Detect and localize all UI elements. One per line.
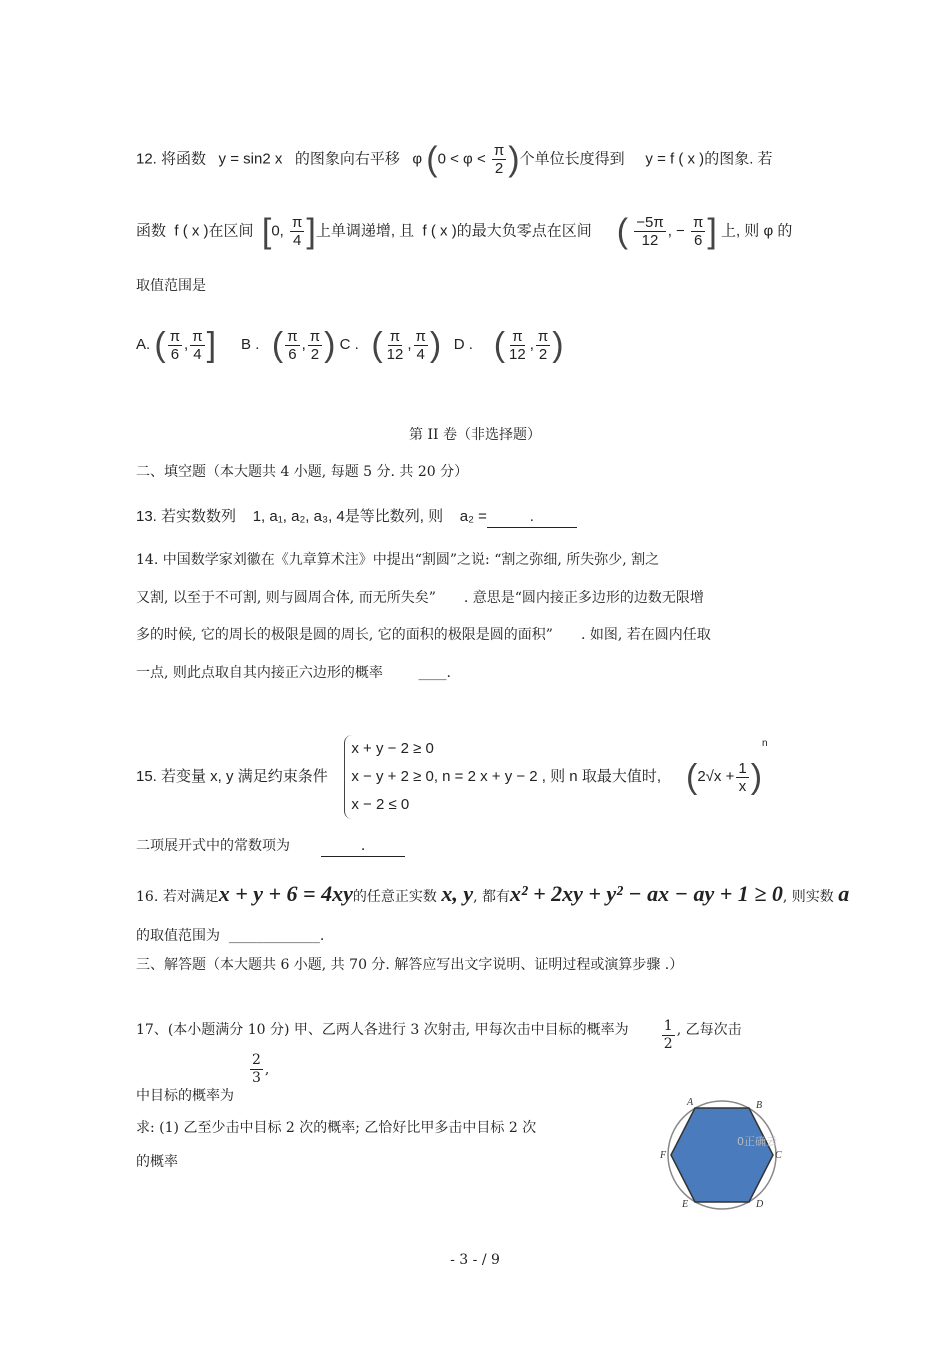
constraint-system: x + y − 2 ≥ 0 x − y + 2 ≥ 0 x − 2 ≤ 0 [344, 735, 433, 819]
q12-line3: 取值范围是 [136, 278, 206, 294]
q13-answer-blank[interactable]: . [487, 507, 577, 528]
q17-line2: 中目标的概率为 [136, 1088, 234, 1104]
q17-fraction-2-3: $\frac{2}{3}$ , [252, 1052, 270, 1086]
hexagon-figure [655, 1095, 795, 1215]
q17-line1: 17、(本小题满分 10 分) 甲、乙两人各进行 3 次射击, 甲每次击中目标的概率为 $\frac{1}{2}$ , 乙每次击 [136, 1018, 742, 1052]
label-a: A [687, 1097, 694, 1108]
label-b: B [756, 1100, 763, 1111]
watermark-text: 0正确云 [737, 1135, 777, 1148]
inscribed-hexagon [671, 1108, 773, 1202]
label-c: C [775, 1150, 782, 1161]
q14-line4: 一点, 则此点取自其内接正六边形的概率 ____. [136, 665, 451, 681]
q14-line2: 又割, 以至于不可割, 则与圆周合体, 而无所失矣” . 意思是“圆内接正多边形的边数无限增 [136, 590, 704, 606]
q15-line2: 二项展开式中的常数项为 . [136, 836, 405, 857]
q16-line2: 的取值范围为 _____________. [136, 928, 325, 944]
q15-answer-blank[interactable]: . [321, 836, 405, 857]
option-c: C . ( $\frac{\pi}{12}$ , $\frac{\pi}{4}$ ) [339, 326, 442, 365]
option-d: D . ( $\frac{\pi}{12}$ , $\frac{\pi}{2}$ ) [453, 326, 564, 365]
q12-line2: 函数 f ( x )在区间 [0, $\frac{\pi}{4}$ ]上单调递增, 且 f ( x )的最大负零点在区间 ( $\frac{-5\pi}{12}$ , − $\frac{\pi}{6}$ ] 上, 则 φ 的 [136, 212, 793, 251]
page-number: - 3 - / 9 [450, 1252, 500, 1268]
option-a: A. ( $\frac{\pi}{6}$ , $\frac{\pi}{4}$ ] [136, 326, 217, 365]
option-b: B . ( $\frac{\pi}{6}$ , $\frac{\pi}{2}$ ) [241, 326, 336, 365]
q14-line1: 14. 中国数学家刘徽在《九章算术注》中提出“割圆”之说: “割之弥细, 所失弥少, 割之 [136, 552, 660, 568]
q15-line1: 15. 若变量 x, y 满足约束条件 x + y − 2 ≥ 0 x − y + 2 ≥ 0 x − 2 ≤ 0 , n = 2 x + y − 2 , 则 n 取最大值时, ( 2√x + $\frac{1}{x}$ ) n [136, 734, 768, 820]
q16-line1: 16. 若对满足x + y + 6 = 4xy的任意正实数 x, y, 都有x² + 2xy + y² − ax − ay + 1 ≥ 0, 则实数 a [136, 881, 850, 906]
q13: 13. 若实数数列 1, a₁, a₂, a₃, 4是等比数列, 则 a₂ = . [136, 507, 577, 528]
q16-answer-blank[interactable]: _____________. [228, 928, 325, 944]
q12-line1: 12. 将函数 y = sin2 x 的图象向右平移 φ (0 < φ < $\frac{\pi}{2}$ )个单位长度得到 y = f ( x )的图象. 若 [136, 140, 773, 179]
fill-heading: 二、填空题（本大题共 4 小题, 每题 5 分. 共 20 分） [136, 464, 469, 480]
label-e: E [682, 1199, 689, 1210]
section2-title: 第 II 卷（非选择题） [409, 427, 541, 443]
solve-heading: 三、解答题（本大题共 6 小题, 共 70 分. 解答应写出文字说明、证明过程或演算步骤 .） [136, 957, 684, 973]
q14-answer-blank[interactable]: ____. [418, 665, 451, 681]
q17-line4: 的概率 [136, 1154, 178, 1170]
q12-options [136, 328, 564, 363]
q14-line3: 多的时候, 它的周长的极限是圆的周长, 它的面积的极限是圆的面积” . 如图, 若在圆内任取 [136, 627, 711, 643]
q17-line3: 求: (1) 乙至少击中目标 2 次的概率; 乙恰好比甲多击中目标 2 次 [136, 1120, 537, 1136]
label-f: F [660, 1150, 667, 1161]
label-d: D [756, 1199, 764, 1210]
